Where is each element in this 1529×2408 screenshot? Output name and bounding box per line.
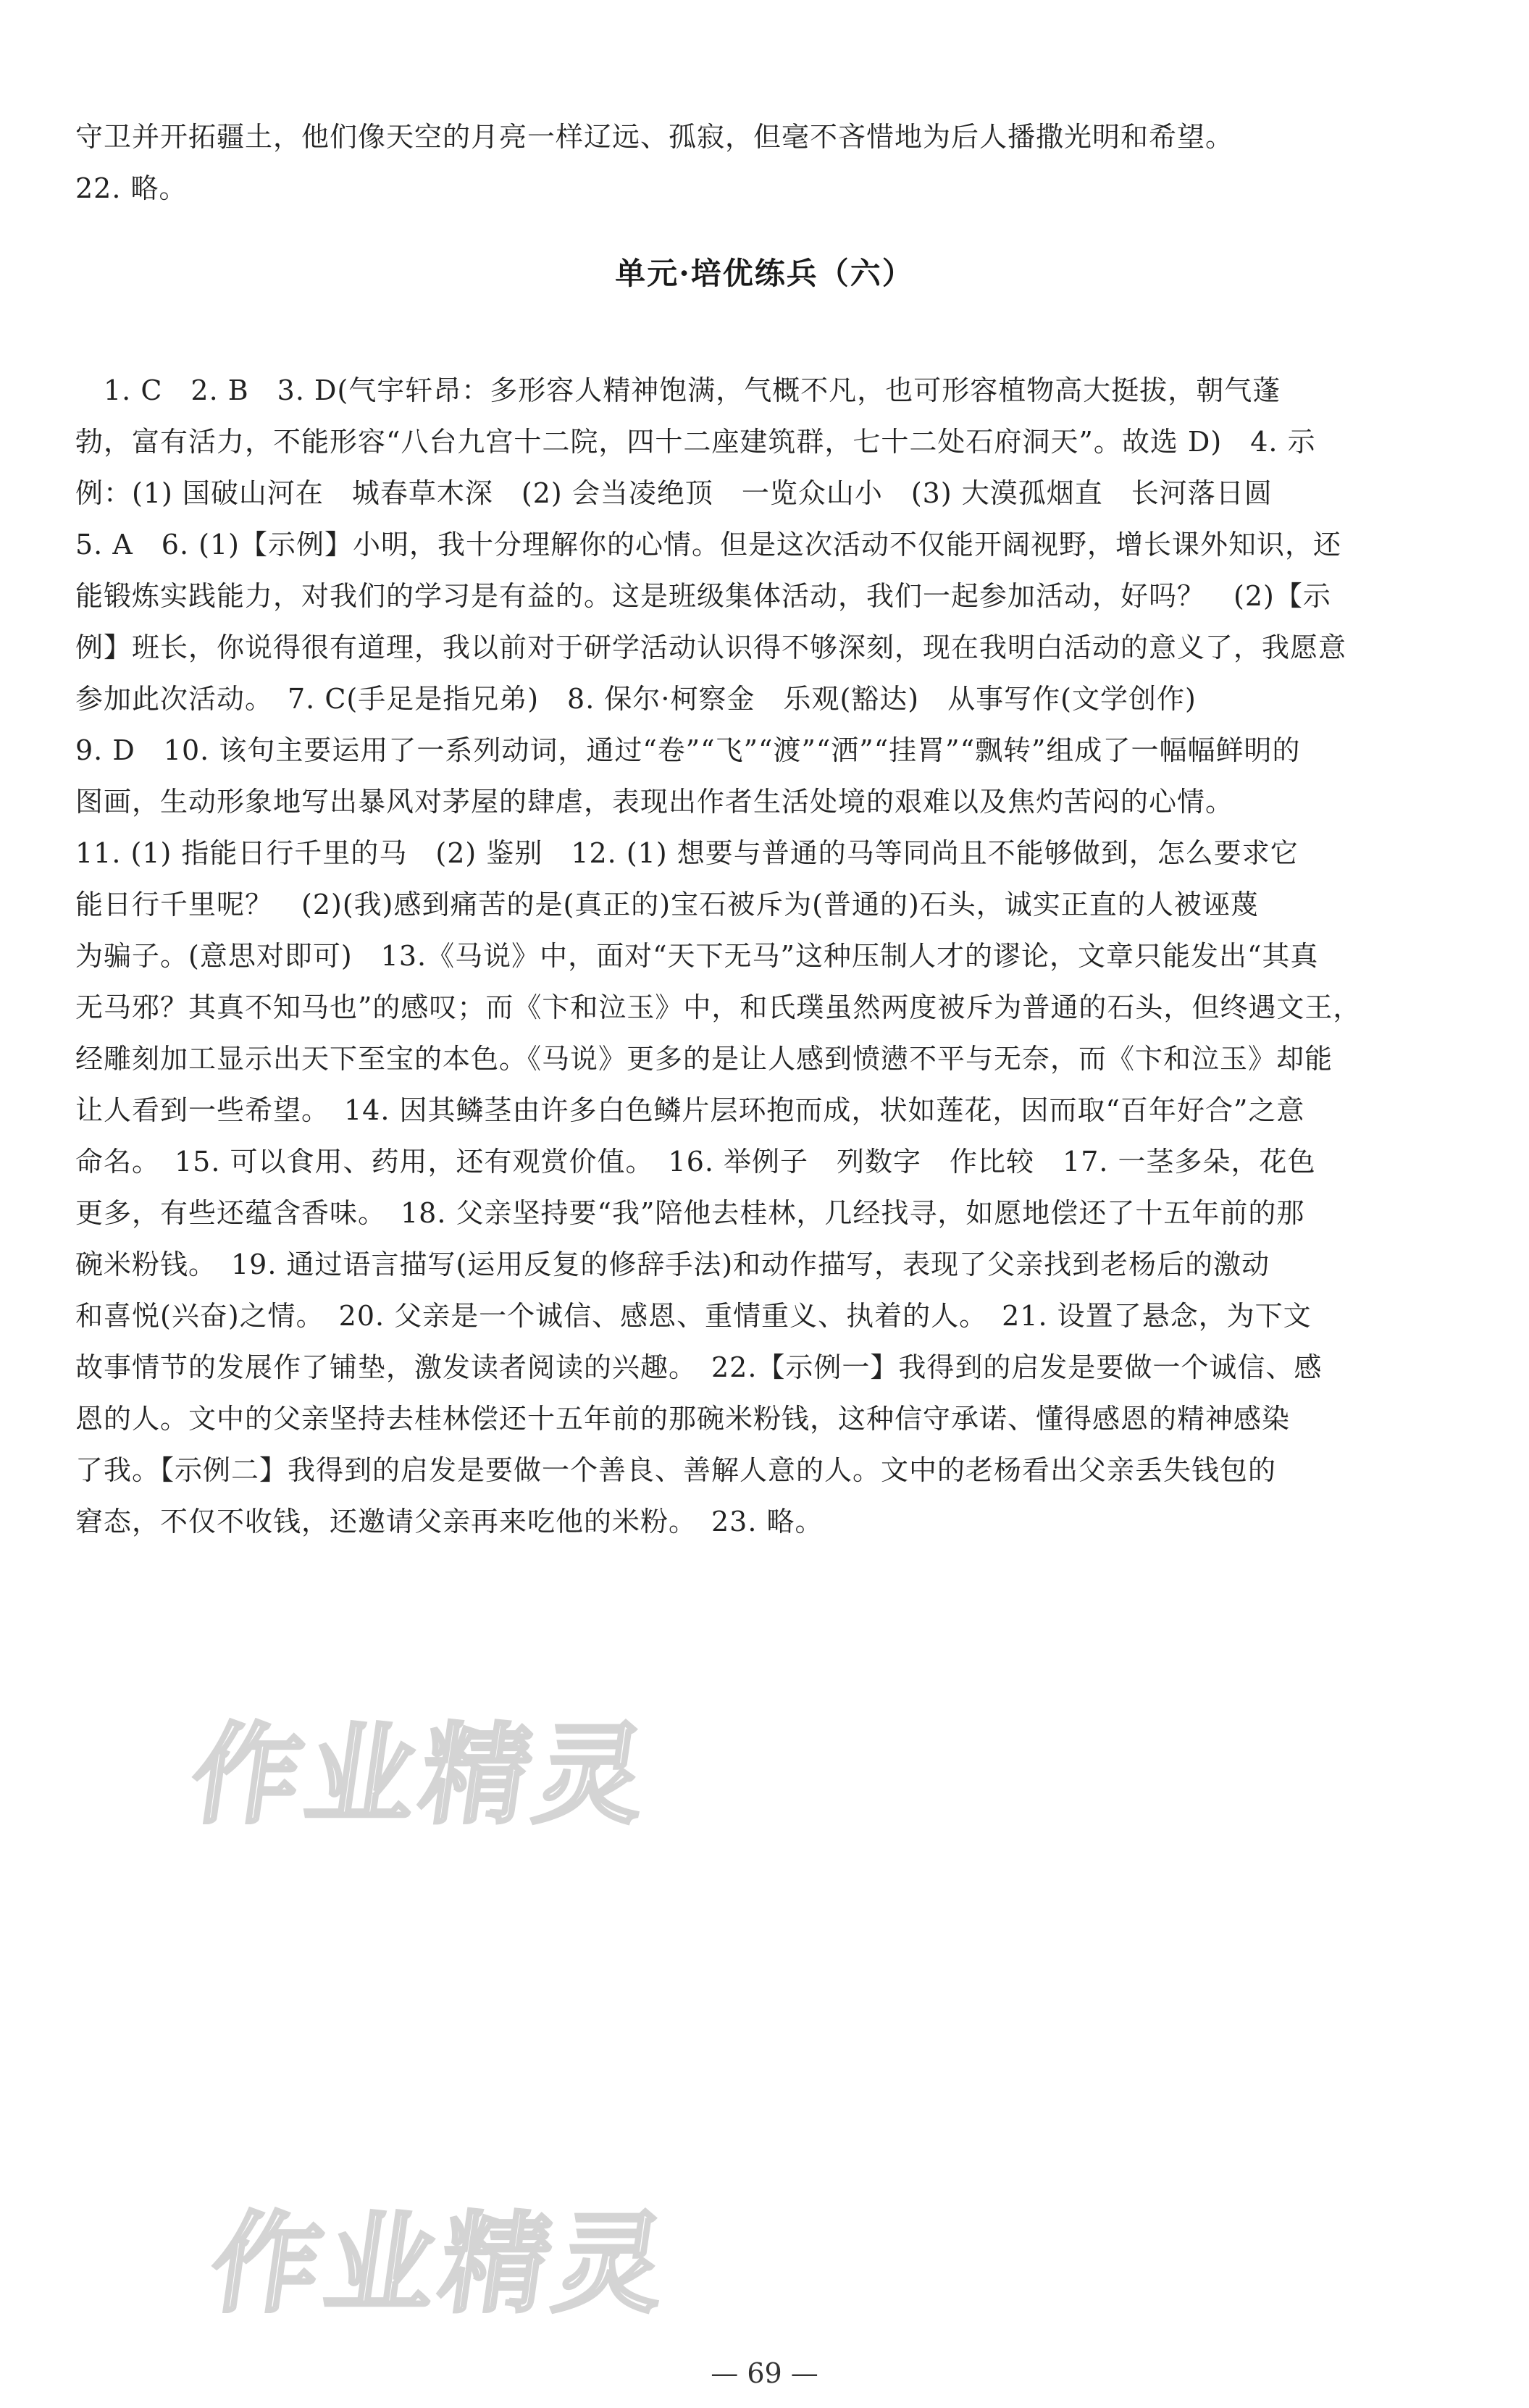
text-line: 勃，富有活力，不能形容“八台九宫十二院，四十二座建筑群，七十二处石府洞天”。故选 D) 4. 示: [75, 426, 1316, 458]
text-line: 让人看到一些希望。 14. 因其鳞茎由许多白色鳞片层环抱而成，状如莲花，因而取“百年好合”之意: [75, 1094, 1305, 1126]
text-line: 5. A 6. (1)【示例】小明，我十分理解你的心情。但是这次活动不仅能开阔视野，增长课外知识，还: [75, 529, 1341, 561]
text-line: 窘态，不仅不收钱，还邀请父亲再来吃他的米粉。 23. 略。: [75, 1506, 824, 1537]
section-title: 单元·培优练兵（六）: [615, 256, 914, 291]
text-line: 能锻炼实践能力，对我们的学习是有益的。这是班级集体活动，我们一起参加活动，好吗？ (2)【示: [75, 580, 1331, 612]
text-line: 参加此次活动。 7. C(手足是指兄弟) 8. 保尔·柯察金 乐观(豁达) 从事写作(文学创作): [75, 683, 1197, 715]
watermark: 作业精灵: [183, 1713, 660, 1839]
text-line: 守卫并开拓疆土，他们像天空的月亮一样辽远、孤寂，但毫不吝惜地为后人播撒光明和希望。: [75, 121, 1234, 153]
text-line: 图画，生动形象地写出暴风对茅屋的肆虐，表现出作者生活处境的艰难以及焦灼苦闷的心情。: [75, 786, 1234, 818]
text-line: 更多，有些还蕴含香味。 18. 父亲坚持要“我”陪他去桂林，几经找寻，如愿地偿还了十五年前的那: [75, 1197, 1305, 1229]
text-line: 为骗子。(意思对即可) 13.《马说》中，面对“天下无马”这种压制人才的谬论，文章只能发出“其真: [75, 940, 1319, 972]
text-line: 命名。 15. 可以食用、药用，还有观赏价值。 16. 举例子 列数字 作比较 17. 一茎多朵，花色: [75, 1146, 1316, 1178]
text-line: 了我。【示例二】我得到的启发是要做一个善良、善解人意的人。文中的老杨看出父亲丢失钱包的: [75, 1454, 1277, 1486]
text-line: 经雕刻加工显示出天下至宝的本色。《马说》更多的是让人感到愤懑不平与无奈，而《卞和泣玉》却能: [75, 1043, 1333, 1075]
continued-answer-block: [75, 112, 1444, 214]
text-line: 11. (1) 指能日行千里的马 (2) 鉴别 12. (1) 想要与普通的马等同尚且不能够做到，怎么要求它: [75, 837, 1299, 869]
text-line: 1. C 2. B 3. D(气宇轩昂：多形容人精神饱满，气概不凡，也可形容植物高大挺拔，朝气蓬: [75, 374, 1281, 406]
text-line: 能日行千里呢？ (2)(我)感到痛苦的是(真正的)宝石被斥为(普通的)石头，诚实正直的人被诬蔑: [75, 889, 1259, 920]
text-line: 和喜悦(兴奋)之情。 20. 父亲是一个诚信、感恩、重情重义、执着的人。 21. 设置了悬念，为下文: [75, 1300, 1312, 1332]
text-line: 例：(1) 国破山河在 城春草木深 (2) 会当凌绝顶 一览众山小 (3) 大漠孤烟直 长河落日圆: [75, 477, 1273, 509]
page-number: — 69 —: [711, 2357, 818, 2389]
watermark: 作业精灵: [203, 2202, 679, 2328]
text-line: 22. 略。: [75, 172, 188, 204]
text-line: 恩的人。文中的父亲坚持去桂林偿还十五年前的那碗米粉钱，这种信守承诺、懂得感恩的精神感染: [75, 1403, 1291, 1435]
text-line: 例】班长，你说得很有道理，我以前对于研学活动认识得不够深刻，现在我明白活动的意义了，我愿意: [75, 632, 1347, 663]
text-line: 无马邪？其真不知马也”的感叹；而《卞和泣玉》中，和氏璞虽然两度被斥为普通的石头，但终遇文王，: [75, 991, 1362, 1023]
text-line: 碗米粉钱。 19. 通过语言描写(运用反复的修辞手法)和动作描写，表现了父亲找到老杨后的激动: [75, 1249, 1270, 1280]
text-line: 9. D 10. 该句主要运用了一系列动词，通过“卷”“飞”“渡”“洒”“挂罥”“飘转”组成了一幅幅鲜明的: [75, 734, 1301, 766]
text-line: 故事情节的发展作了铺垫，激发读者阅读的兴趣。 22.【示例一】我得到的启发是要做一个诚信、感: [75, 1351, 1323, 1383]
answers-block: [75, 365, 1444, 1548]
